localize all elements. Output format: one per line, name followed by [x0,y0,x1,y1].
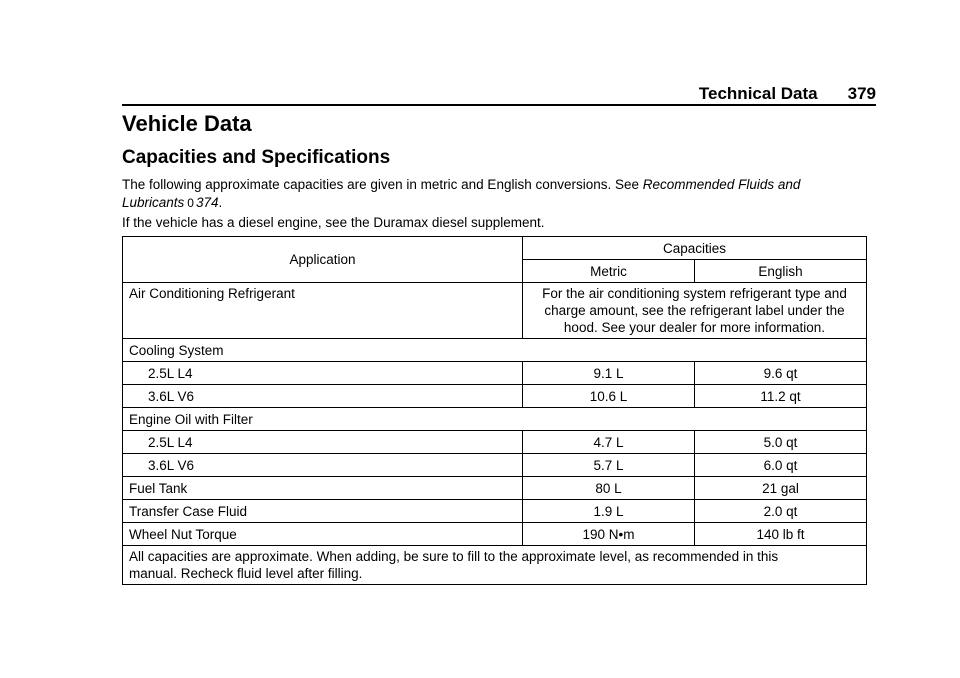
metric-value: 190 N•m [523,523,695,546]
table-row [123,477,867,500]
metric-value: 4.7 L [523,431,695,454]
page-number: 379 [847,84,876,103]
header-rule [122,104,876,106]
english-value: 9.6 qt [695,362,867,385]
page-title: Vehicle Data [122,111,252,136]
cross-reference-link[interactable]: Recommended Fluids and Lubricants [122,177,801,210]
engine-label: 2.5L L4 [123,431,523,454]
table-row [123,362,867,385]
column-header-english: English [695,260,867,283]
row-label: Transfer Case Fluid [123,500,523,523]
english-value: 5.0 qt [695,431,867,454]
section-name: Technical Data [698,84,818,103]
table-row [123,431,867,454]
column-header-metric: Metric [523,260,695,283]
engine-label: 3.6L V6 [123,385,523,408]
metric-value: 80 L [523,477,695,500]
row-label: Air Conditioning Refrigerant [123,283,523,339]
table-row [123,523,867,546]
english-value: 140 lb ft [695,523,867,546]
english-value: 11.2 qt [695,385,867,408]
table-row [123,500,867,523]
metric-value: 9.1 L [523,362,695,385]
english-value: 21 gal [695,477,867,500]
engine-label: 3.6L V6 [123,454,523,477]
intro-paragraph [122,176,876,212]
engine-label: 2.5L L4 [123,362,523,385]
table-row [123,408,867,431]
english-value: 6.0 qt [695,454,867,477]
section-subtitle: Capacities and Specifications [122,147,391,168]
capacities-table [122,236,867,585]
table-row [123,454,867,477]
metric-value: 10.6 L [523,385,695,408]
table-footnote: All capacities are approximate. When adding, be sure to fill to the approximate level, as recommended in this manual. Recheck fluid level after filling. [123,546,867,585]
column-header-capacities: Capacities [523,237,867,260]
intro-end: . [218,195,223,210]
metric-value: 5.7 L [523,454,695,477]
row-group-label: Engine Oil with Filter [123,408,867,431]
metric-value: 1.9 L [523,500,695,523]
english-value: 2.0 qt [695,500,867,523]
table-row [123,546,867,585]
column-header-application: Application [123,237,523,283]
page-reference-icon: 0 [187,196,194,210]
table-row [123,283,867,339]
table-row [123,385,867,408]
diesel-note: If the vehicle has a diesel engine, see the Duramax diesel supplement. [122,215,545,230]
row-group-label: Cooling System [123,339,867,362]
row-label: Fuel Tank [123,477,523,500]
row-label: Wheel Nut Torque [123,523,523,546]
running-header [122,84,876,104]
page-reference[interactable]: 374 [195,195,219,210]
intro-text: The following approximate capacities are given in metric and English conversions. See [122,177,643,192]
ac-refrigerant-note: For the air conditioning system refrigerant type and charge amount, see the refrigerant label under the hood. See your dealer for more information. [523,283,867,339]
table-row [123,339,867,362]
